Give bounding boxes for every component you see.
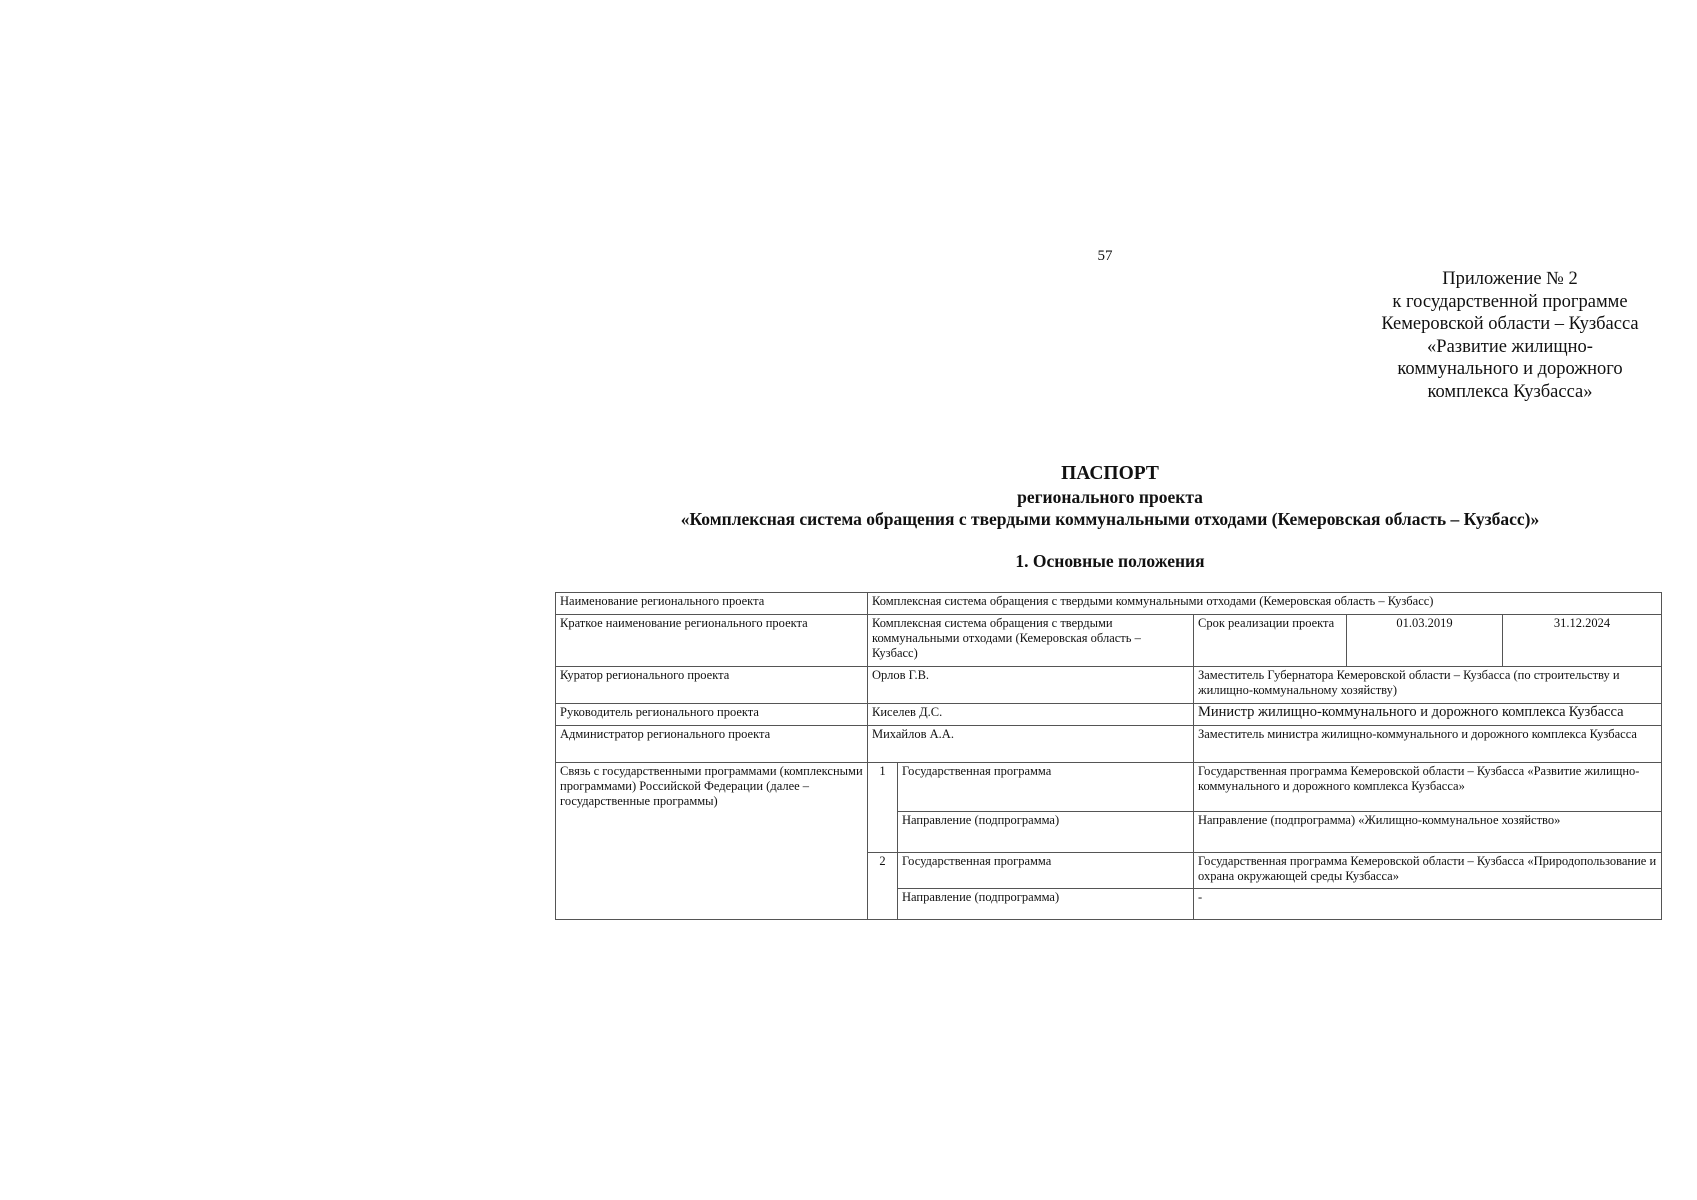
cell-label: Руководитель регионального проекта <box>556 704 868 726</box>
cell-label: Администратор регионального проекта <box>556 726 868 763</box>
program-value: Государственная программа Кемеровской области – Кузбасса «Развитие жилищно-коммунального и дорожного комплекса Кузбасса» <box>1194 763 1662 812</box>
program-number: 1 <box>868 763 898 853</box>
title-subtitle: регионального проекта <box>1017 487 1203 507</box>
appendix-line: «Развитие жилищно- <box>1427 336 1593 357</box>
cell-position: Заместитель Губернатора Кемеровской области – Кузбасса (по строительству и жилищно-коммунальному хозяйству) <box>1194 667 1662 704</box>
cell-label: Куратор регионального проекта <box>556 667 868 704</box>
cell-period-label: Срок реализации проекта <box>1194 615 1347 667</box>
direction-label: Направление (подпрограмма) <box>898 889 1194 920</box>
cell-label: Связь с государственными программами (комплексными программами) Российской Федерации (далее – государственные программы) <box>556 763 868 920</box>
passport-table <box>555 592 1662 920</box>
program-number: 2 <box>868 853 898 920</box>
cell-position: Заместитель министра жилищно-коммунального и дорожного комплекса Кузбасса <box>1194 726 1662 763</box>
table-row-administrator <box>556 726 1662 763</box>
table-row-curator <box>556 667 1662 704</box>
table-row-program <box>556 763 1662 812</box>
appendix-line: комплекса Кузбасса» <box>1427 381 1593 402</box>
appendix-line: Приложение № 2 <box>1442 269 1578 289</box>
program-value: Государственная программа Кемеровской области – Кузбасса «Природопользование и охрана окружающей среды Кузбасса» <box>1194 853 1662 889</box>
cell-start-date: 01.03.2019 <box>1347 615 1503 667</box>
title-project-name: «Комплексная система обращения с твердыми коммунальными отходами (Кемеровская область – Кузбасс)» <box>680 509 1540 529</box>
program-label: Государственная программа <box>898 763 1194 812</box>
appendix-line: Кемеровской области – Кузбасса <box>1381 314 1639 334</box>
table-row-short-name <box>556 615 1662 667</box>
appendix-line: к государственной программе <box>1392 291 1628 312</box>
direction-value: Направление (подпрограмма) «Жилищно-коммунальное хозяйство» <box>1194 812 1662 853</box>
appendix-block <box>1350 268 1670 403</box>
cell-value: Комплексная система обращения с твердыми коммунальными отходами (Кемеровская область – Кузбасс) <box>868 593 1662 615</box>
cell-name: Орлов Г.В. <box>868 667 1194 704</box>
cell-value: Комплексная система обращения с твердыми коммунальными отходами (Кемеровская область – Кузбасс) <box>868 615 1194 667</box>
table-row-head <box>556 704 1662 726</box>
page-number: 57 <box>1097 248 1113 264</box>
program-label: Государственная программа <box>898 853 1194 889</box>
cell-label: Краткое наименование регионального проекта <box>556 615 868 667</box>
appendix-line: коммунального и дорожного <box>1397 359 1623 379</box>
cell-position <box>1194 704 1662 726</box>
position-main: Министр жилищно-коммунального и дорожного комплекса <box>1198 704 1566 720</box>
cell-name: Киселев Д.С. <box>868 704 1194 726</box>
direction-value: - <box>1194 889 1662 920</box>
position-tail: Кузбасса <box>1568 704 1624 720</box>
title-passport: ПАСПОРТ <box>1061 463 1159 484</box>
direction-label: Направление (подпрограмма) <box>898 812 1194 853</box>
section-title: 1. Основные положения <box>1015 551 1205 571</box>
document-title <box>560 462 1660 530</box>
cell-label: Наименование регионального проекта <box>556 593 868 615</box>
cell-name: Михайлов А.А. <box>868 726 1194 763</box>
cell-end-date: 31.12.2024 <box>1503 615 1662 667</box>
table-row-name <box>556 593 1662 615</box>
